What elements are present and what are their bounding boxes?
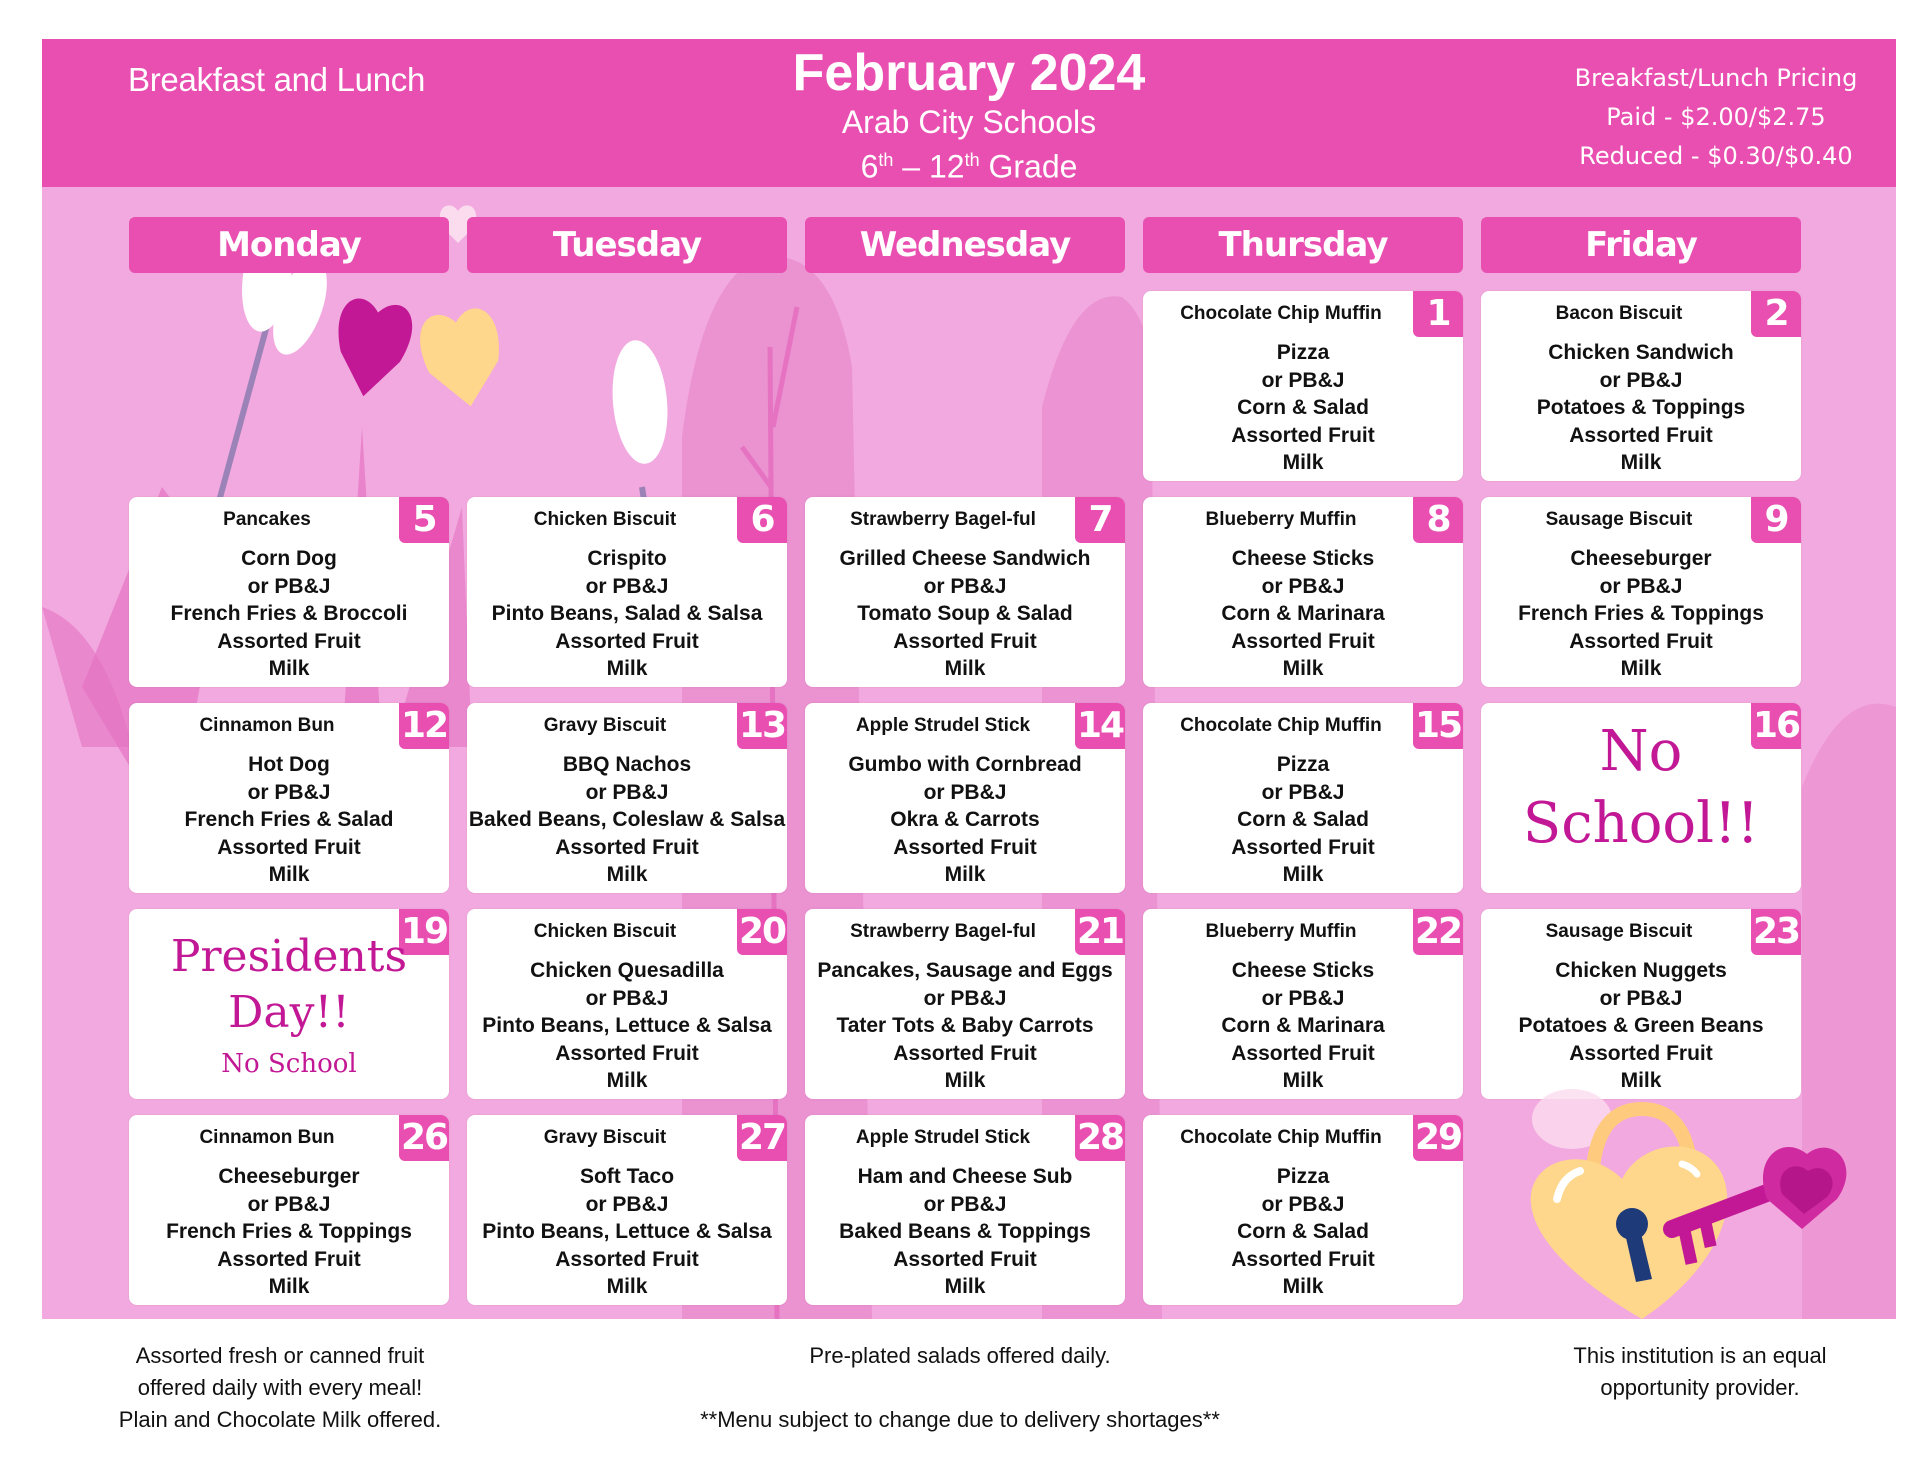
breakfast-item: Chocolate Chip Muffin [1180, 1127, 1382, 1148]
lunch-menu [467, 751, 787, 889]
breakfast-item: Cinnamon Bun [199, 715, 335, 736]
day-cell-19 [129, 909, 449, 1099]
day-number-badge: 12 [399, 703, 449, 749]
lunch-menu [467, 1163, 787, 1301]
lunch-item: Assorted Fruit [1231, 423, 1375, 447]
lunch-item: Milk [1282, 1275, 1324, 1298]
lunch-item: Chicken Sandwich [1548, 341, 1734, 364]
day-number-badge: 21 [1075, 909, 1125, 955]
lunch-item: Baked Beans, Coleslaw & Salsa [468, 808, 786, 831]
lunch-item: Tomato Soup & Salad [857, 602, 1073, 625]
weekday-monday: Monday [129, 217, 449, 273]
lunch-item: or PB&J [585, 1192, 669, 1216]
lunch-item: or PB&J [1261, 780, 1345, 804]
lunch-item: Corn Dog [241, 547, 337, 570]
school-name: Arab City Schools [841, 104, 1097, 140]
holiday-title-line2: School!! [1522, 791, 1760, 856]
breakfast-item: Strawberry Bagel-ful [850, 509, 1036, 530]
lunch-item: or PB&J [1261, 986, 1345, 1010]
day-cell-27 [467, 1115, 787, 1305]
lunch-item: or PB&J [247, 1192, 331, 1216]
lunch-item: Corn & Salad [1237, 396, 1369, 419]
day-number-badge: 27 [737, 1115, 787, 1161]
lunch-item: or PB&J [923, 1192, 1007, 1216]
day-cell-14 [805, 703, 1125, 893]
day-cell-9 [1481, 497, 1801, 687]
header-banner [42, 39, 1896, 187]
lunch-item: Assorted Fruit [893, 1247, 1037, 1271]
day-number-badge: 7 [1075, 497, 1125, 543]
holiday-title-line2: Day!! [228, 987, 350, 1038]
pricing-reduced: Reduced - $0.30/$0.40 [1579, 142, 1853, 170]
lunch-item: Grilled Cheese Sandwich [839, 547, 1091, 570]
lunch-menu [129, 545, 449, 683]
lunch-item: Milk [944, 657, 986, 680]
lunch-item: Milk [1282, 863, 1324, 886]
lunch-item: or PB&J [585, 986, 669, 1010]
breakfast-item: Cinnamon Bun [199, 1127, 335, 1148]
lunch-menu [467, 545, 787, 683]
day-cell-5 [129, 497, 449, 687]
lunch-item: French Fries & Salad [184, 808, 394, 831]
lunch-item: Assorted Fruit [555, 1041, 699, 1065]
day-number-badge: 20 [737, 909, 787, 955]
day-number-badge: 22 [1413, 909, 1463, 955]
lunch-item: Potatoes & Green Beans [1518, 1014, 1764, 1037]
day-cell-1 [1143, 291, 1463, 481]
day-number-badge: 14 [1075, 703, 1125, 749]
day-number-badge: 29 [1413, 1115, 1463, 1161]
breakfast-item: Gravy Biscuit [543, 1127, 667, 1148]
lunch-item: Cheese Sticks [1231, 959, 1375, 982]
lunch-menu [1143, 1163, 1463, 1301]
lunch-item: Assorted Fruit [555, 1247, 699, 1271]
lunch-item: Milk [944, 1069, 986, 1092]
lunch-item: Corn & Salad [1237, 1220, 1369, 1243]
meal-type-label: Breakfast and Lunch [128, 61, 426, 98]
lunch-item: Corn & Salad [1237, 808, 1369, 831]
breakfast-item: Blueberry Muffin [1205, 921, 1357, 942]
day-cell-26 [129, 1115, 449, 1305]
lunch-menu [1143, 751, 1463, 889]
day-cell-16 [1481, 703, 1801, 893]
day-number-badge: 23 [1751, 909, 1801, 955]
page-title: February 2024 [792, 44, 1146, 102]
heart-lock-key-illustration [1512, 1079, 1872, 1319]
lunch-item: or PB&J [247, 780, 331, 804]
lunch-menu [805, 1163, 1125, 1301]
lunch-item: Corn & Marinara [1221, 1014, 1385, 1037]
breakfast-item: Gravy Biscuit [543, 715, 667, 736]
breakfast-item: Apple Strudel Stick [855, 1127, 1031, 1148]
breakfast-item: Chocolate Chip Muffin [1180, 303, 1382, 324]
lunch-item: or PB&J [1599, 986, 1683, 1010]
lunch-item: Milk [944, 863, 986, 886]
lunch-item: Cheeseburger [218, 1165, 360, 1188]
grade-range: 6th – 12th Grade [860, 148, 1078, 185]
lunch-item: Assorted Fruit [217, 835, 361, 859]
lunch-item: Gumbo with Cornbread [848, 753, 1082, 776]
lunch-item: Okra & Carrots [890, 808, 1040, 831]
calendar-sheet [42, 39, 1896, 1319]
lunch-menu [467, 957, 787, 1095]
lunch-item: or PB&J [585, 780, 669, 804]
lunch-item: Pizza [1276, 753, 1330, 776]
day-cell-12 [129, 703, 449, 893]
salad-note: Pre-plated salads offered daily. [809, 1343, 1111, 1368]
weekday-tuesday: Tuesday [467, 217, 787, 273]
lunch-item: BBQ Nachos [562, 753, 692, 776]
day-cell-28 [805, 1115, 1125, 1305]
breakfast-item: Sausage Biscuit [1545, 921, 1693, 942]
lunch-menu [805, 751, 1125, 889]
lunch-menu [1143, 339, 1463, 477]
lunch-item: or PB&J [923, 780, 1007, 804]
holiday-title-line1: No [1599, 719, 1683, 784]
breakfast-item: Apple Strudel Stick [855, 715, 1031, 736]
day-cell-15 [1143, 703, 1463, 893]
lunch-item: Chicken Quesadilla [530, 959, 724, 982]
lunch-item: Milk [1620, 451, 1662, 474]
lunch-menu [129, 751, 449, 889]
day-cell-2 [1481, 291, 1801, 481]
lunch-item: Assorted Fruit [555, 629, 699, 653]
lunch-item: or PB&J [1261, 1192, 1345, 1216]
day-number-badge: 13 [737, 703, 787, 749]
lunch-menu [1481, 957, 1801, 1095]
lunch-item: Hot Dog [248, 753, 330, 776]
lunch-item: or PB&J [923, 986, 1007, 1010]
menu-change-note: **Menu subject to change due to delivery shortages** [700, 1407, 1220, 1432]
lunch-item: Pizza [1276, 1165, 1330, 1188]
lunch-menu [1143, 957, 1463, 1095]
lunch-item: Pancakes, Sausage and Eggs [817, 959, 1113, 982]
day-cell-23 [1481, 909, 1801, 1099]
holiday-note: No School [221, 1049, 357, 1079]
lunch-item: Assorted Fruit [893, 1041, 1037, 1065]
day-number-badge: 16 [1751, 703, 1801, 749]
day-number-badge: 19 [399, 909, 449, 955]
lunch-item: French Fries & Toppings [1518, 602, 1764, 625]
breakfast-item: Chicken Biscuit [533, 509, 677, 530]
day-cell-7 [805, 497, 1125, 687]
day-number-badge: 9 [1751, 497, 1801, 543]
lunch-item: Potatoes & Toppings [1536, 396, 1746, 419]
lunch-item: French Fries & Broccoli [170, 602, 408, 625]
lunch-item: Milk [268, 1275, 310, 1298]
lunch-item: Assorted Fruit [1231, 835, 1375, 859]
pricing-info [1556, 59, 1876, 176]
day-cell-8 [1143, 497, 1463, 687]
lunch-item: Milk [606, 657, 648, 680]
day-cell-29 [1143, 1115, 1463, 1305]
lunch-item: Assorted Fruit [217, 629, 361, 653]
day-number-badge: 1 [1413, 291, 1463, 337]
lunch-item: Assorted Fruit [893, 629, 1037, 653]
lunch-item: Cheese Sticks [1231, 547, 1375, 570]
day-number-badge: 15 [1413, 703, 1463, 749]
day-cell-21 [805, 909, 1125, 1099]
day-cell-13 [467, 703, 787, 893]
lunch-item: Pinto Beans, Lettuce & Salsa [482, 1014, 772, 1037]
lunch-menu [805, 545, 1125, 683]
lunch-item: Milk [606, 1275, 648, 1298]
day-cell-6 [467, 497, 787, 687]
lunch-item: Pinto Beans, Salad & Salsa [491, 602, 763, 625]
day-number-badge: 26 [399, 1115, 449, 1161]
lunch-item: or PB&J [1599, 368, 1683, 392]
day-number-badge: 8 [1413, 497, 1463, 543]
breakfast-item: Chicken Biscuit [533, 921, 677, 942]
weekday-friday: Friday [1481, 217, 1801, 273]
lunch-item: or PB&J [1599, 574, 1683, 598]
lunch-item: Milk [1282, 451, 1324, 474]
footer-fruit-milk-note: Assorted fresh or canned fruit offered daily with every meal! Plain and Chocolate Milk offered. [118, 1343, 442, 1432]
lunch-item: or PB&J [923, 574, 1007, 598]
lunch-item: Assorted Fruit [1569, 629, 1713, 653]
lunch-item: Milk [1282, 1069, 1324, 1092]
day-number-badge: 28 [1075, 1115, 1125, 1161]
day-cell-22 [1143, 909, 1463, 1099]
lunch-item: Assorted Fruit [217, 1247, 361, 1271]
breakfast-item: Bacon Biscuit [1555, 303, 1683, 324]
lunch-menu [1481, 545, 1801, 683]
breakfast-item: Strawberry Bagel-ful [850, 921, 1036, 942]
lunch-item: Milk [1620, 657, 1662, 680]
breakfast-item: Chocolate Chip Muffin [1180, 715, 1382, 736]
pricing-paid: Paid - $2.00/$2.75 [1606, 103, 1826, 131]
lunch-item: Assorted Fruit [1231, 1247, 1375, 1271]
lunch-item: Pinto Beans, Lettuce & Salsa [482, 1220, 772, 1243]
lunch-item: Milk [606, 1069, 648, 1092]
lunch-menu [1143, 545, 1463, 683]
lunch-item: Assorted Fruit [1231, 629, 1375, 653]
lunch-item: French Fries & Toppings [166, 1220, 412, 1243]
lunch-item: Milk [944, 1275, 986, 1298]
lunch-item: or PB&J [1261, 574, 1345, 598]
lunch-item: Milk [268, 863, 310, 886]
footer-center-notes [560, 1340, 1360, 1436]
lunch-item: or PB&J [247, 574, 331, 598]
pricing-title: Breakfast/Lunch Pricing [1574, 64, 1858, 92]
lunch-item: Assorted Fruit [1231, 1041, 1375, 1065]
breakfast-item: Blueberry Muffin [1205, 509, 1357, 530]
lunch-item: Soft Taco [579, 1165, 675, 1188]
day-number-badge: 2 [1751, 291, 1801, 337]
lunch-item: Assorted Fruit [555, 835, 699, 859]
holiday-title-line1: Presidents [170, 931, 408, 982]
lunch-item: or PB&J [1261, 368, 1345, 392]
lunch-item: Baked Beans & Toppings [839, 1220, 1091, 1243]
day-number-badge: 5 [399, 497, 449, 543]
lunch-item: Assorted Fruit [893, 835, 1037, 859]
lunch-item: Assorted Fruit [1569, 423, 1713, 447]
lunch-item: Milk [268, 657, 310, 680]
lunch-menu [1481, 339, 1801, 477]
footer-equal-opportunity: This institution is an equal opportunity provider. [1573, 1343, 1827, 1400]
lunch-item: Milk [1620, 1069, 1662, 1092]
lunch-item: Milk [1282, 657, 1324, 680]
lunch-item: or PB&J [585, 574, 669, 598]
lunch-menu [805, 957, 1125, 1095]
lunch-item: Assorted Fruit [1569, 1041, 1713, 1065]
lunch-item: Cheeseburger [1570, 547, 1712, 570]
lunch-item: Milk [606, 863, 648, 886]
lunch-item: Chicken Nuggets [1555, 959, 1727, 982]
lunch-item: Pizza [1276, 341, 1330, 364]
lunch-item: Tater Tots & Baby Carrots [836, 1014, 1094, 1037]
weekday-thursday: Thursday [1143, 217, 1463, 273]
lunch-item: Crispito [587, 547, 667, 570]
day-number-badge: 6 [737, 497, 787, 543]
lunch-item: Corn & Marinara [1221, 602, 1385, 625]
breakfast-item: Sausage Biscuit [1545, 509, 1693, 530]
weekday-wednesday: Wednesday [805, 217, 1125, 273]
lunch-item: Ham and Cheese Sub [857, 1165, 1073, 1188]
lunch-menu [129, 1163, 449, 1301]
breakfast-item: Pancakes [223, 509, 311, 530]
day-cell-20 [467, 909, 787, 1099]
